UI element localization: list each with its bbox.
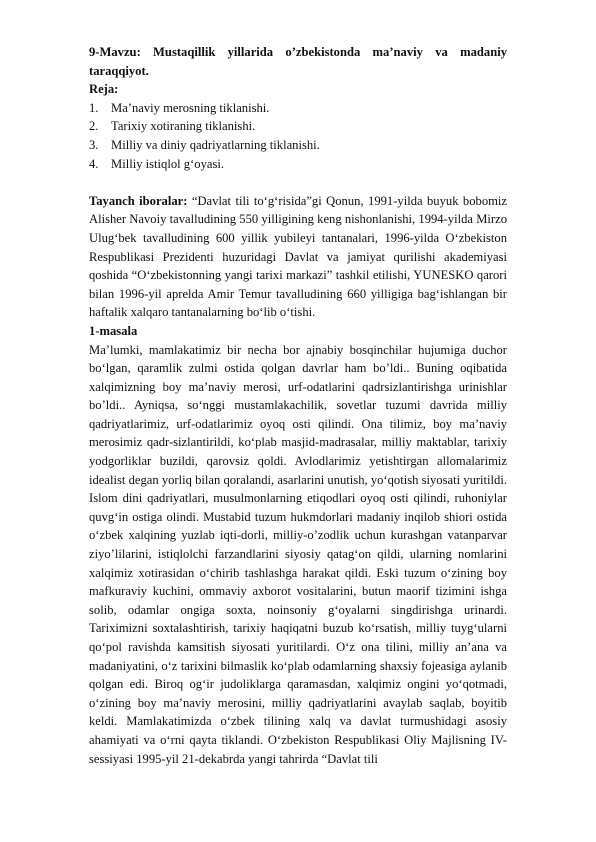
key-terms-text: “Davlat tili to‘g‘risida”gi Qonun, 1991-yilda buyuk bobomiz Alisher Navoiy tavalludining 550 yilligining keng nishonlanishi, 1994-yilda Mirzo Ulug‘bek tavalludining 600 yillik yubileyi tantanalari, 1996-yilda O‘zbekiston Respublikasi Prezidenti huzuridagi Davlat va jamiyat qurilishi akademiyasi qoshida “O‘zbekistonning yangi tarixi markazi” tashkil etilishi, YUNESKO qarori bilan 1996-yil aprelda Amir Temur tavalludining 660 yilligiga bag‘ishlangan bir haftalik xalqaro tantanalarning bo‘lib o‘tishi. (89, 193, 507, 320)
plan-item-number: 1. (89, 100, 99, 115)
key-terms-paragraph (89, 192, 507, 322)
body-paragraph: Ma’lumki, mamlakatimiz bir necha bor ajnabiy bosqinchilar hujumiga duchor bo‘lgan, qaramlik zulmi ostida qolgan davrlar ham bo’ldi.. Buning oqibatida xalqimizning boy ma’naviy merosi, urf-odatlarini qadrsizlantirishga urinishlar bo’ldi.. Ayniqsa, so‘nggi mustamlakachilik, sovetlar tuzumi davrida milliy qadriyatlarimiz, urf-odatlarimiz oyoq osti qilindi. Ona tilimiz, boy ma’naviy merosimiz qadr-sizlantirildi, ko‘plab masjid-madrasalar, milliy maktablar, tarixiy yodgorliklar buzildi, qarovsiz qoldi. Avlodlarimiz yetishtirgan allomalarimiz idealist degan yorliq bilan qoralandi, asarlarini unutish, yo‘qotish siyosati yuritildi. Islom dini qadriyatlari, musulmonlarning etiqodlari oyoq osti qilindi, ruhoniylar quvg‘in ostiga olindi. Mustabid tuzum hukmdorlari madaniy inqilob shiori ostida o‘zbek xalqining yuzlab iqti-dorli, milliy-o’zodlik uchun kurashgan vatanparvar ziyo’lilarini, istiqlolchi farzandlarini siyosiy qatag‘on qildi, ularning nomlarini xalqimiz xotirasidan o‘chirib tashlashga harakat qildi. Eski tuzum o‘zining boy mafkuraviy kuchini, ommaviy axborot vositalarini, butun maorif tizimini ishga solib, odamlar ongiga soxta, noinsoniy g‘oyalarni singdirishga urinardi. Tariximizni soxtalashtirish, tarixiy haqiqatni buzub ko‘rsatish, milliy tuyg‘ularni qo‘pol ravishda kamsitish siyosati yuritilardi. O‘z ona tilini, milliy an’ana va madaniyatini, o‘z tarixini bilmaslik ko‘plab odamlarning shaxsiy fojeasiga aylanib qolgan edi. Biroq og‘ir judoliklarga qaramasdan, xalqimiz ongini yo‘qotmadi, o‘zining boy ma’naviy merosini, milliy qadriyatlarini avaylab saqlab, boyitib keldi. Mamlakatimizda o‘zbek tilining xalq va davlat turmushidagi asosiy ahamiyati va o‘rni qayta tiklandi. O‘zbekiston Respublikasi Oliy Majlisning IV-sessiyasi 1995-yil 21-dekabrda yangi tahrirda “Davlat tili (89, 342, 507, 766)
plan-item-number: 4. (89, 156, 99, 171)
plan-item (89, 99, 507, 118)
document-page (89, 43, 507, 768)
plan-item-number: 3. (89, 137, 99, 152)
plan-item (89, 117, 507, 136)
plan-item-text: Milliy va diniy qadriyatlarning tiklanishi. (111, 137, 320, 152)
key-terms-label: Tayanch iboralar: (89, 193, 188, 208)
plan-item-text: Ma’naviy merosning tiklanishi. (111, 100, 270, 115)
plan-item-text: Tarixiy xotiraning tiklanishi. (111, 119, 256, 134)
plan-list (89, 99, 507, 173)
blank-line (89, 173, 507, 192)
document-title: 9-Mavzu: Mustaqillik yillarida o’zbekistonda ma’naviy va madaniy taraqqiyot. (89, 45, 507, 78)
plan-item-text: Milliy istiqlol g‘oyasi. (111, 156, 224, 171)
plan-item (89, 136, 507, 155)
plan-item (89, 155, 507, 174)
section-heading: 1-masala (89, 323, 138, 338)
plan-label: Reja: (89, 82, 119, 97)
plan-item-number: 2. (89, 119, 99, 134)
